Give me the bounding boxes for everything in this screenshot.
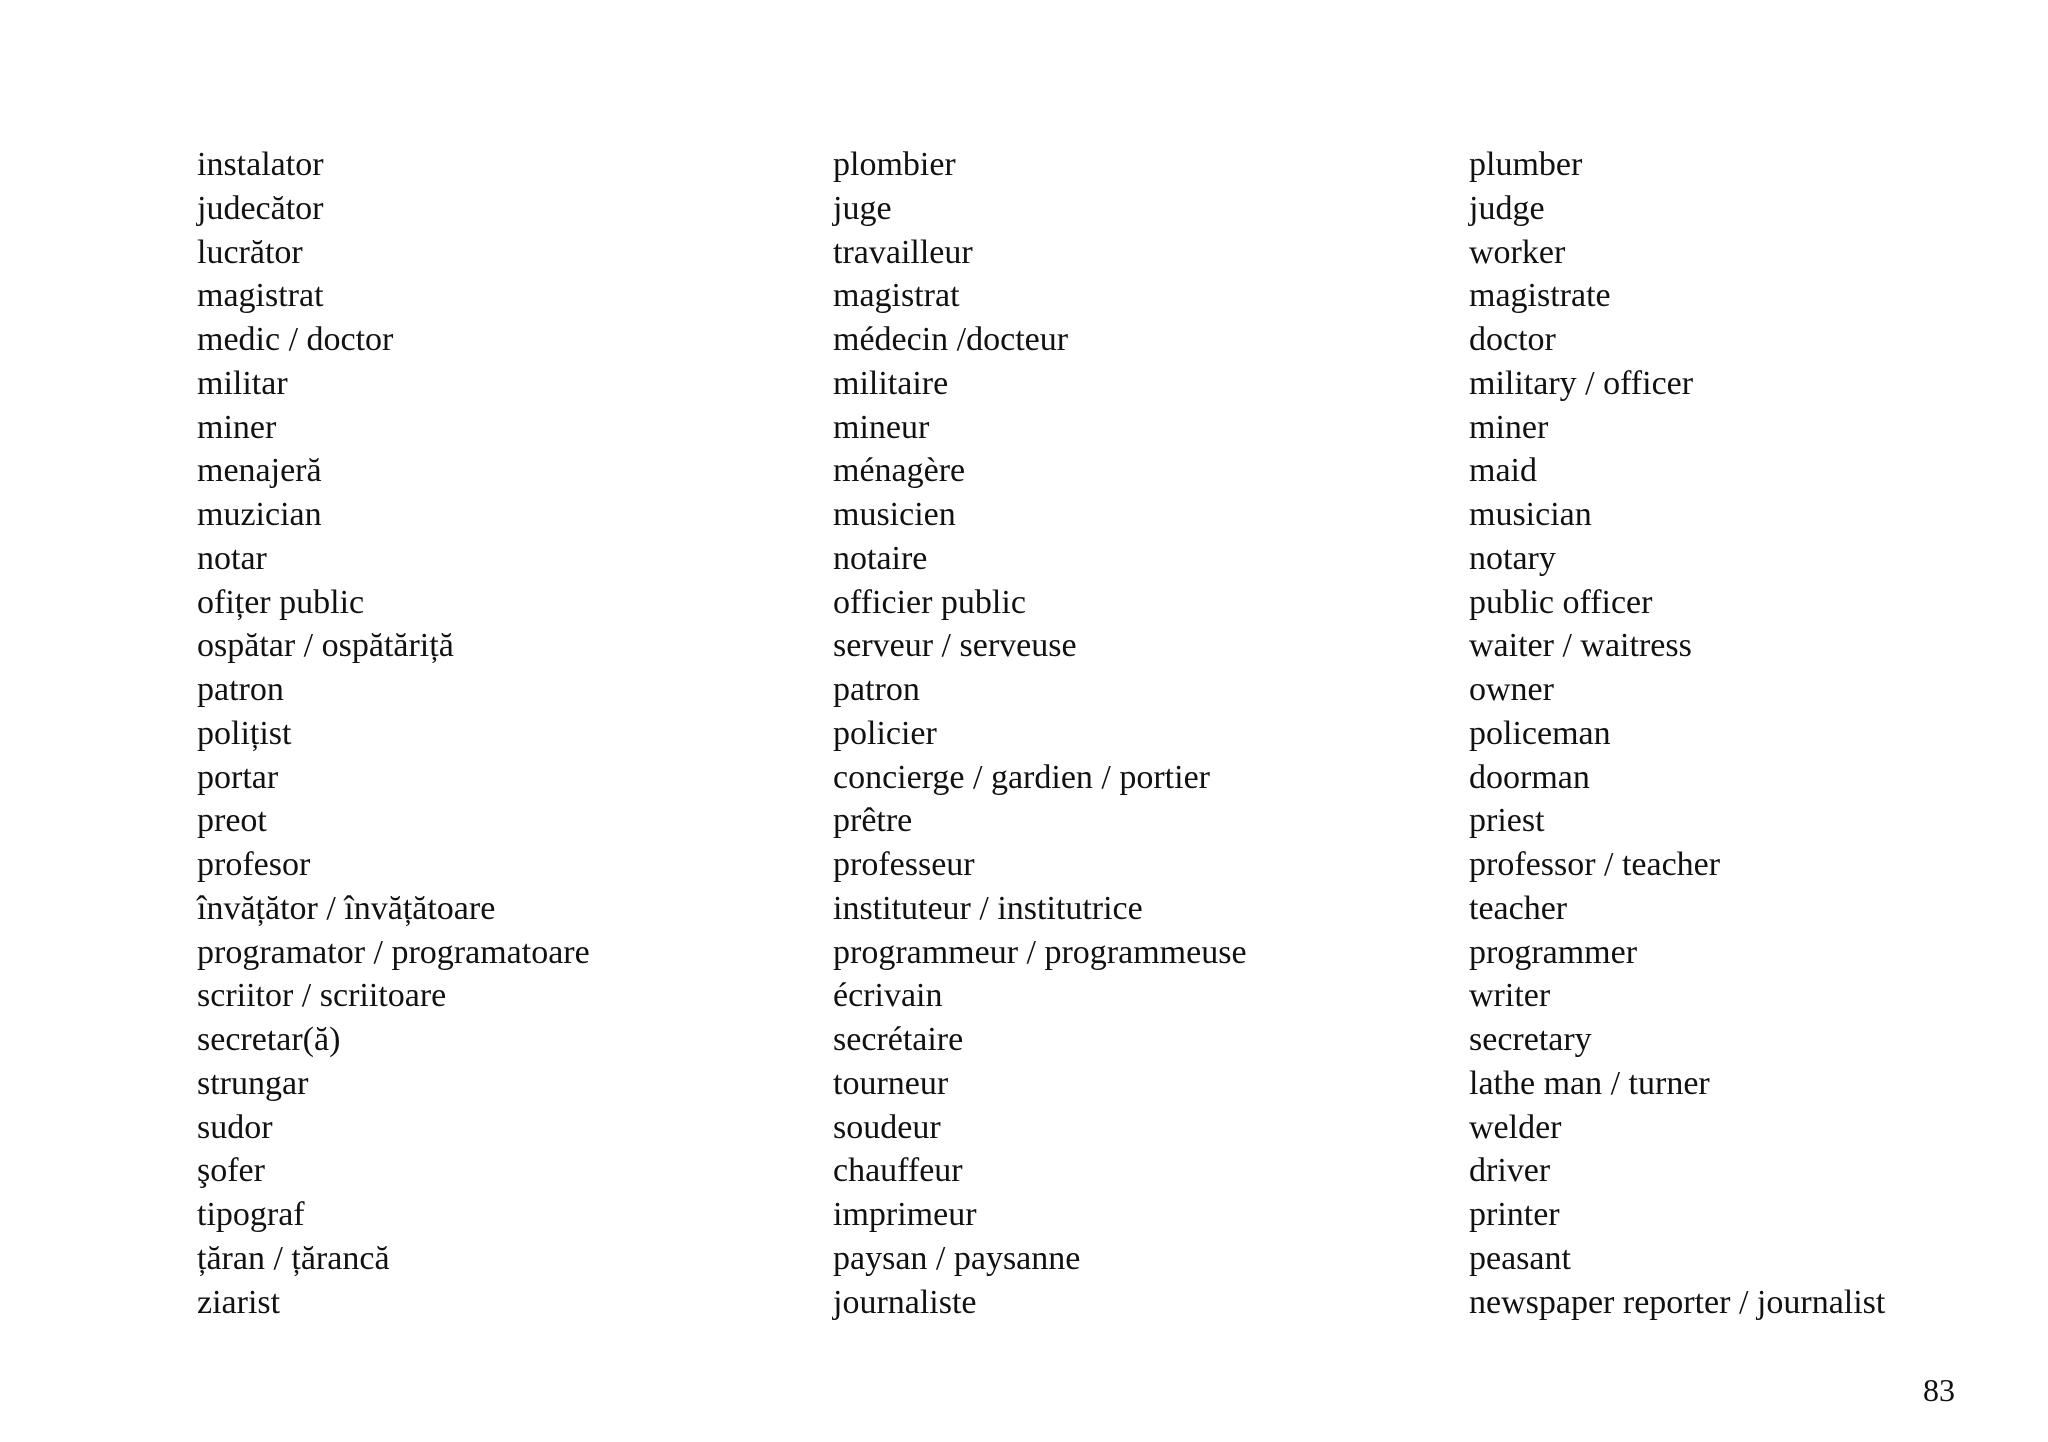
english-word: doorman	[1469, 758, 1590, 796]
english-word: musician	[1469, 496, 1592, 533]
romanian-word: magistrat	[197, 277, 324, 315]
english-word: priest	[1469, 802, 1545, 840]
french-word: professeur	[833, 846, 975, 883]
french-word: chauffeur	[833, 1152, 963, 1190]
french-word: tourneur	[833, 1064, 949, 1102]
english-word: driver	[1469, 1152, 1551, 1190]
english-word: doctor	[1469, 321, 1556, 358]
romanian-word: scriitor / scriitoare	[197, 977, 447, 1015]
french-word: plombier	[833, 146, 956, 183]
romanian-word: tipograf	[197, 1196, 305, 1233]
romanian-word: țăran / țărancă	[197, 1239, 390, 1277]
english-word: public officer	[1469, 583, 1653, 621]
romanian-word: şofer	[197, 1152, 265, 1190]
english-word: printer	[1469, 1196, 1560, 1233]
romanian-word: menajeră	[197, 452, 322, 490]
romanian-word: muzician	[197, 496, 322, 533]
romanian-word: preot	[197, 802, 267, 840]
english-word: miner	[1469, 408, 1549, 446]
french-word: journaliste	[833, 1283, 977, 1321]
french-word: musicien	[833, 496, 956, 533]
romanian-word: ospătar / ospătăriță	[197, 627, 454, 665]
romanian-word: judecător	[197, 189, 324, 227]
romanian-column	[197, 143, 590, 1324]
english-word: magistrate	[1469, 277, 1611, 315]
english-word: waiter / waitress	[1469, 627, 1692, 665]
french-word: policier	[833, 714, 937, 752]
english-word: peasant	[1469, 1239, 1571, 1277]
english-word: welder	[1469, 1108, 1562, 1146]
french-word: patron	[833, 671, 920, 708]
romanian-word: profesor	[197, 846, 311, 883]
french-word: imprimeur	[833, 1196, 977, 1233]
french-word: magistrat	[833, 277, 960, 315]
english-word: plumber	[1469, 146, 1583, 183]
english-word: military / officer	[1469, 364, 1694, 402]
english-word: teacher	[1469, 889, 1568, 927]
french-word: concierge / gardien / portier	[833, 758, 1210, 796]
french-word: officier public	[833, 583, 1026, 621]
french-word: militaire	[833, 364, 949, 402]
romanian-word: notar	[197, 539, 267, 577]
romanian-word: ofițer public	[197, 583, 365, 621]
romanian-word: lucrător	[197, 233, 303, 271]
french-word: soudeur	[833, 1108, 941, 1146]
romanian-word: patron	[197, 671, 284, 708]
romanian-word: medic / doctor	[197, 321, 394, 358]
english-word: judge	[1469, 189, 1545, 227]
english-word: policeman	[1469, 714, 1611, 752]
french-word: instituteur / institutrice	[833, 889, 1143, 927]
french-column	[833, 143, 1247, 1324]
romanian-word: învățător / învățătoare	[197, 889, 496, 927]
romanian-word: strungar	[197, 1064, 309, 1102]
english-column	[1469, 143, 1885, 1324]
french-word: juge	[833, 189, 892, 227]
romanian-word: instalator	[197, 146, 324, 183]
french-word: travailleur	[833, 233, 973, 271]
romanian-word: militar	[197, 364, 288, 402]
english-word: newspaper reporter / journalist	[1469, 1283, 1886, 1321]
french-word: secrétaire	[833, 1021, 964, 1058]
french-word: mineur	[833, 408, 930, 446]
english-word: worker	[1469, 233, 1566, 271]
english-word: professor / teacher	[1469, 846, 1721, 883]
english-word: programmer	[1469, 933, 1638, 971]
english-word: notary	[1469, 539, 1556, 577]
romanian-word: programator / programatoare	[197, 933, 590, 971]
romanian-word: miner	[197, 408, 277, 446]
page-number: 83	[1923, 1372, 1955, 1408]
french-word: notaire	[833, 539, 928, 577]
romanian-word: portar	[197, 758, 279, 796]
french-word: programmeur / programmeuse	[833, 933, 1247, 971]
romanian-word: secretar(ă)	[197, 1021, 341, 1058]
english-word: owner	[1469, 671, 1554, 708]
romanian-word: polițist	[197, 714, 292, 752]
french-word: paysan / paysanne	[833, 1239, 1081, 1277]
romanian-word: ziarist	[197, 1283, 281, 1321]
french-word: médecin /docteur	[833, 321, 1069, 358]
english-word: maid	[1469, 452, 1537, 490]
french-word: ménagère	[833, 452, 966, 490]
french-word: écrivain	[833, 977, 943, 1015]
french-word: prêtre	[833, 802, 913, 840]
english-word: writer	[1469, 977, 1551, 1015]
english-word: secretary	[1469, 1021, 1592, 1058]
romanian-word: sudor	[197, 1108, 273, 1146]
french-word: serveur / serveuse	[833, 627, 1077, 665]
english-word: lathe man / turner	[1469, 1064, 1710, 1102]
